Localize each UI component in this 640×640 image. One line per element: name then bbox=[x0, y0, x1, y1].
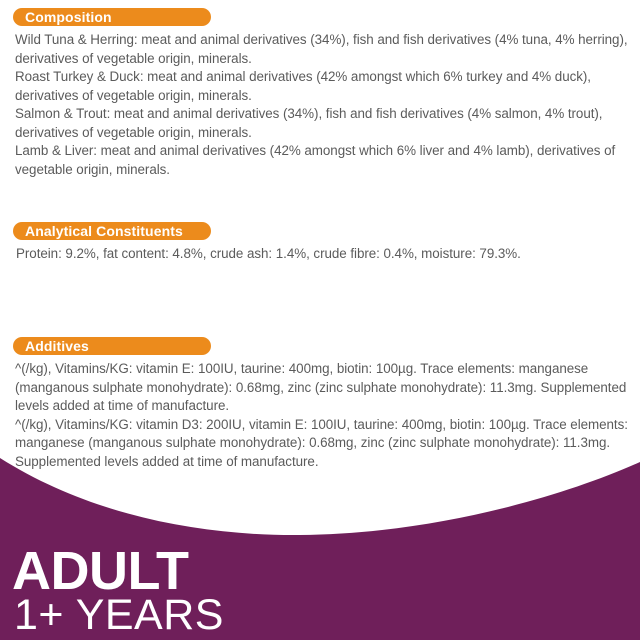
additives-text bbox=[13, 360, 633, 471]
analytical-constituents-text bbox=[13, 245, 633, 264]
analytical-constituents-section bbox=[13, 222, 633, 264]
analytical-constituents-heading: Analytical Constituents bbox=[13, 222, 211, 240]
composition-section bbox=[13, 8, 633, 179]
age-title: ADULT bbox=[12, 541, 189, 601]
additives-line: ^(/kg), Vitamins/KG: vitamin E: 100IU, taurine: 400mg, biotin: 100µg. Trace elements: manganese (manganous sulphate monohydrate): 0.68mg, zinc (zinc sulphate monohydrate): 11.3mg. Supplemented levels added at time of manufacture. bbox=[15, 361, 627, 413]
composition-text bbox=[13, 31, 633, 179]
additives-heading: Additives bbox=[13, 337, 211, 355]
analytical-line: Protein: 9.2%, fat content: 4.8%, crude ash: 1.4%, crude fibre: 0.4%, moisture: 79.3%. bbox=[16, 246, 521, 261]
additives-line: ^(/kg), Vitamins/KG: vitamin D3: 200IU, vitamin E: 100IU, taurine: 400mg, biotin: 100µg. Trace elements: manganese (manganous sulphate monohydrate): 0.68mg, zinc (zinc sulphate monohydrate): 11.3mg. Supplemented levels added at time of manufacture. bbox=[15, 416, 628, 469]
additives-section bbox=[13, 337, 633, 471]
composition-heading: Composition bbox=[13, 8, 211, 26]
age-subtitle: 1+ YEARS bbox=[14, 591, 224, 639]
composition-line: Salmon & Trout: meat and animal derivatives (34%), fish and fish derivatives (4% salmon, 4% trout), derivatives of vegetable origin, minerals. bbox=[15, 106, 603, 140]
composition-line: Lamb & Liver: meat and animal derivatives (42% amongst which 6% liver and 4% lamb), derivatives of vegetable origin, minerals. bbox=[15, 143, 616, 177]
composition-line: Roast Turkey & Duck: meat and animal derivatives (42% amongst which 6% turkey and 4% duck), derivatives of vegetable origin, minerals. bbox=[15, 69, 591, 103]
composition-line: Wild Tuna & Herring: meat and animal derivatives (34%), fish and fish derivatives (4% tuna, 4% herring), derivatives of vegetable origin, minerals. bbox=[15, 32, 628, 66]
